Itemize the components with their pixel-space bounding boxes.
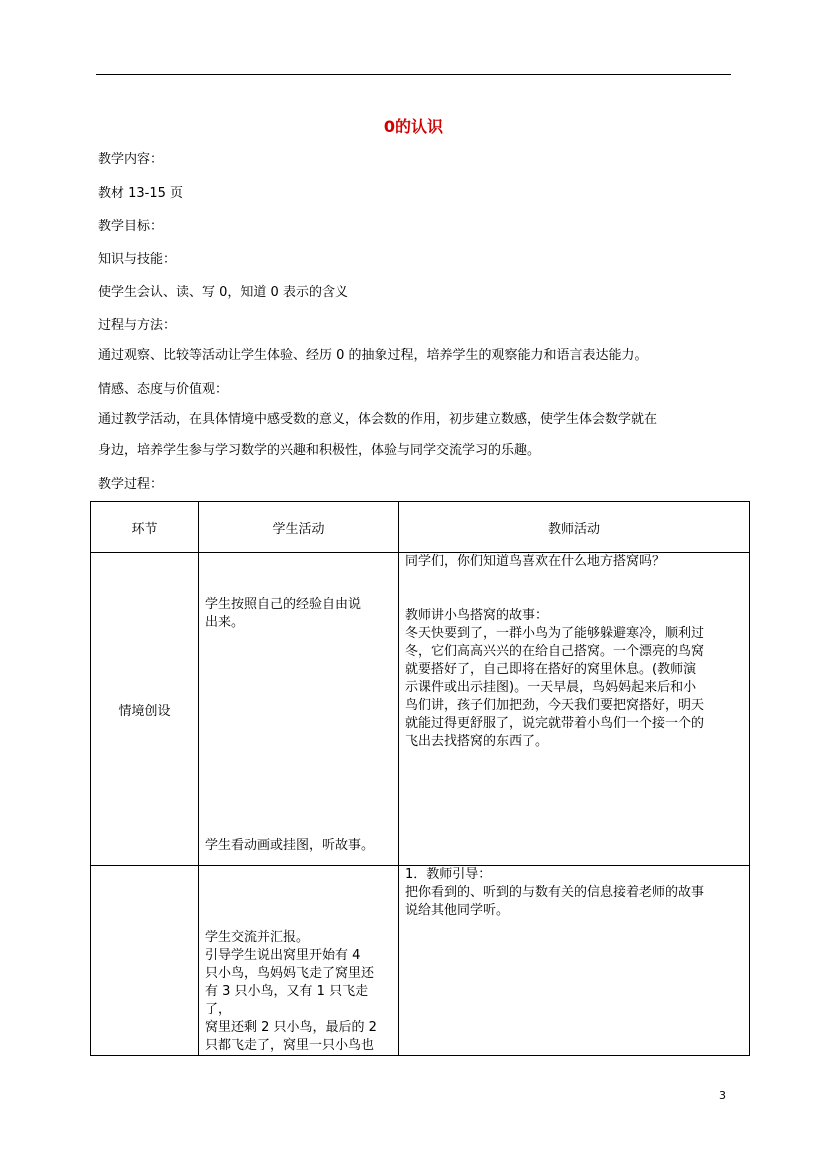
teacher-activity-cell [399,553,750,866]
student-line: 学生交流并汇报。 [205,930,310,945]
student-line: 只都飞走了，窝里一只小鸟也 [205,1038,375,1053]
table-header-row [91,502,750,553]
teacher-activity-cell [399,866,750,1056]
goal-attitude-text-line1: 通过教学活动，在具体情境中感受数的意义，体会数的作用，初步建立数感，使学生体会数学就在 [98,412,658,427]
heading-teaching-process: 教学过程： [98,477,164,492]
heading-attitude-values: 情感、态度与价值观： [98,382,229,397]
heading-teaching-goals: 教学目标： [98,219,164,234]
document-title: 0的认识 [383,117,444,136]
student-activity-cell [199,866,399,1056]
teacher-line: 同学们，你们知道鸟喜欢在什么地方搭窝吗？ [405,554,666,569]
teacher-line: 冬天快要到了，一群小鸟为了能够躲避寒冷，顺利过 [405,626,705,641]
student-line: 学生看动画或挂图，听故事。 [205,838,375,853]
goal-knowledge-text: 使学生会认、读、写 0，知道 0 表示的含义 [98,285,348,300]
stage-cell [91,866,199,1056]
teacher-line: 教师讲小鸟搭窝的故事： [405,608,549,623]
heading-process-method: 过程与方法： [98,318,177,333]
student-line: 出来。 [205,615,245,630]
header-teacher-activity: 教师活动 [399,502,750,553]
teacher-line: 把你看到的、听到的与数有关的信息接着老师的故事 [405,885,705,900]
student-activity-cell [199,553,399,866]
header-rule [96,74,731,75]
heading-teaching-content: 教学内容： [98,152,164,167]
header-student-activity: 学生活动 [199,502,399,553]
teacher-line: 就能过得更舒服了，说完就带着小鸟们一个接一个的 [405,716,705,731]
teacher-line: 冬，它们高高兴兴的在给自己搭窝。一个漂亮的鸟窝 [405,644,705,659]
student-line: 只小鸟，鸟妈妈飞走了窝里还 [205,966,375,981]
student-line: 有 3 只小鸟，又有 1 只飞走了， [205,984,369,1017]
page-number: 3 [719,1089,726,1102]
student-line: 窝里还剩 2 只小鸟，最后的 2 [205,1020,377,1035]
stage-cell: 情境创设 [91,553,199,866]
table-row [91,553,750,866]
teacher-line: 示课件或出示挂图)。一天早晨，鸟妈妈起来后和小 [405,680,697,695]
teacher-line: 飞出去找搭窝的东西了。 [405,734,549,749]
heading-knowledge-skills: 知识与技能： [98,252,177,267]
textbook-pages: 教材 13-15 页 [98,186,184,201]
lesson-table [90,501,750,1056]
student-line: 引导学生说出窝里开始有 4 [205,948,361,963]
teacher-line: 说给其他同学听。 [405,903,510,918]
teacher-line: 就要搭好了，自己即将在搭好的窝里休息。(教师演 [405,662,697,677]
teacher-line: 1．教师引导： [405,867,492,882]
header-stage: 环节 [91,502,199,553]
table-row [91,866,750,1056]
teacher-line: 鸟们讲，孩子们加把劲，今天我们要把窝搭好，明天 [405,698,705,713]
goal-attitude-text-line2: 身边，培养学生参与学习数学的兴趣和积极性，体验与同学交流学习的乐趣。 [98,443,541,458]
goal-process-text: 通过观察、比较等活动让学生体验、经历 0 的抽象过程，培养学生的观察能力和语言表达能力。 [98,348,648,363]
student-line: 学生按照自己的经验自由说 [205,597,362,612]
